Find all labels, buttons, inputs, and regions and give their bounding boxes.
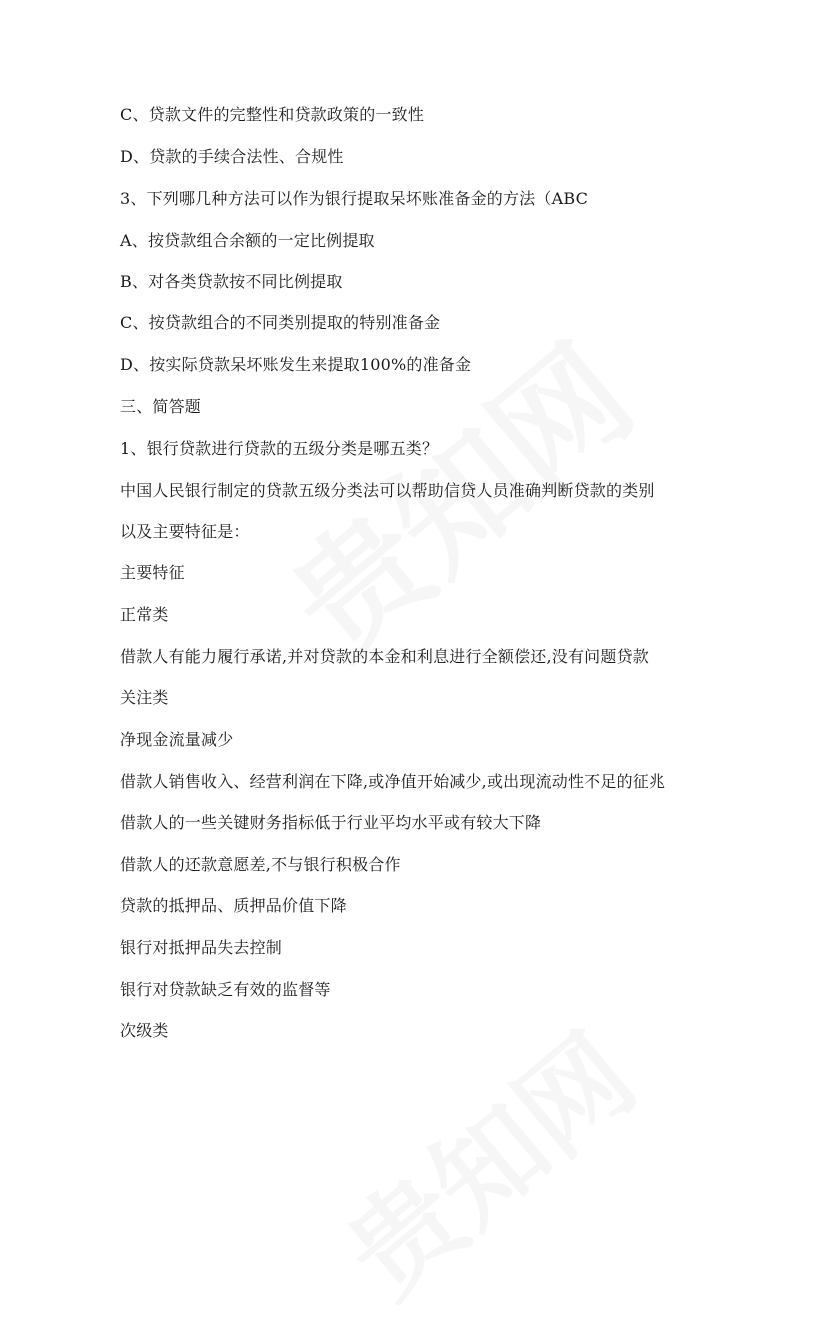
option-a-line: A、按贷款组合余额的一定比例提取 xyxy=(120,231,375,250)
paragraph-line: 借款人的一些关键财务指标低于行业平均水平或有较大下降 xyxy=(120,813,542,832)
paragraph-line: 借款人有能力履行承诺,并对贷款的本金和利息进行全额偿还,没有问题贷款 xyxy=(120,647,649,666)
paragraph-line: 净现金流量减少 xyxy=(120,730,234,749)
section-heading: 三、简答题 xyxy=(120,397,202,416)
paragraph-line: 银行对抵押品失去控制 xyxy=(120,938,283,957)
option-d-line: D、按实际贷款呆坏账发生来提取100%的准备金 xyxy=(120,355,472,374)
question-3-line: 3、下列哪几种方法可以作为银行提取呆坏账准备金的方法（ABC xyxy=(120,189,589,208)
category-heading: 次级类 xyxy=(120,1021,169,1040)
category-heading: 关注类 xyxy=(120,688,169,707)
watermark xyxy=(308,992,662,1325)
category-heading: 正常类 xyxy=(120,605,169,624)
option-c-line: C、按贷款组合的不同类别提取的特别准备金 xyxy=(120,313,441,332)
paragraph-line: 贷款的抵押品、质押品价值下降 xyxy=(120,896,347,915)
option-d-line: D、贷款的手续合法性、合规性 xyxy=(120,147,344,166)
option-c-line: C、贷款文件的完整性和贷款政策的一致性 xyxy=(120,105,425,124)
paragraph-line: 中国人民银行制定的贷款五级分类法可以帮助信贷人员准确判断贷款的类别 xyxy=(120,481,655,500)
subheading-line: 主要特征 xyxy=(120,563,185,582)
paragraph-line: 银行对贷款缺乏有效的监督等 xyxy=(120,980,331,999)
question-1-line: 1、银行贷款进行贷款的五级分类是哪五类？ xyxy=(120,439,439,458)
paragraph-line: 以及主要特征是： xyxy=(120,522,250,541)
option-b-line: B、对各类贷款按不同比例提取 xyxy=(120,272,343,291)
paragraph-line: 借款人销售收入、经营利润在下降,或净值开始减少,或出现流动性不足的征兆 xyxy=(120,772,666,791)
paragraph-line: 借款人的还款意愿差,不与银行积极合作 xyxy=(120,855,401,874)
